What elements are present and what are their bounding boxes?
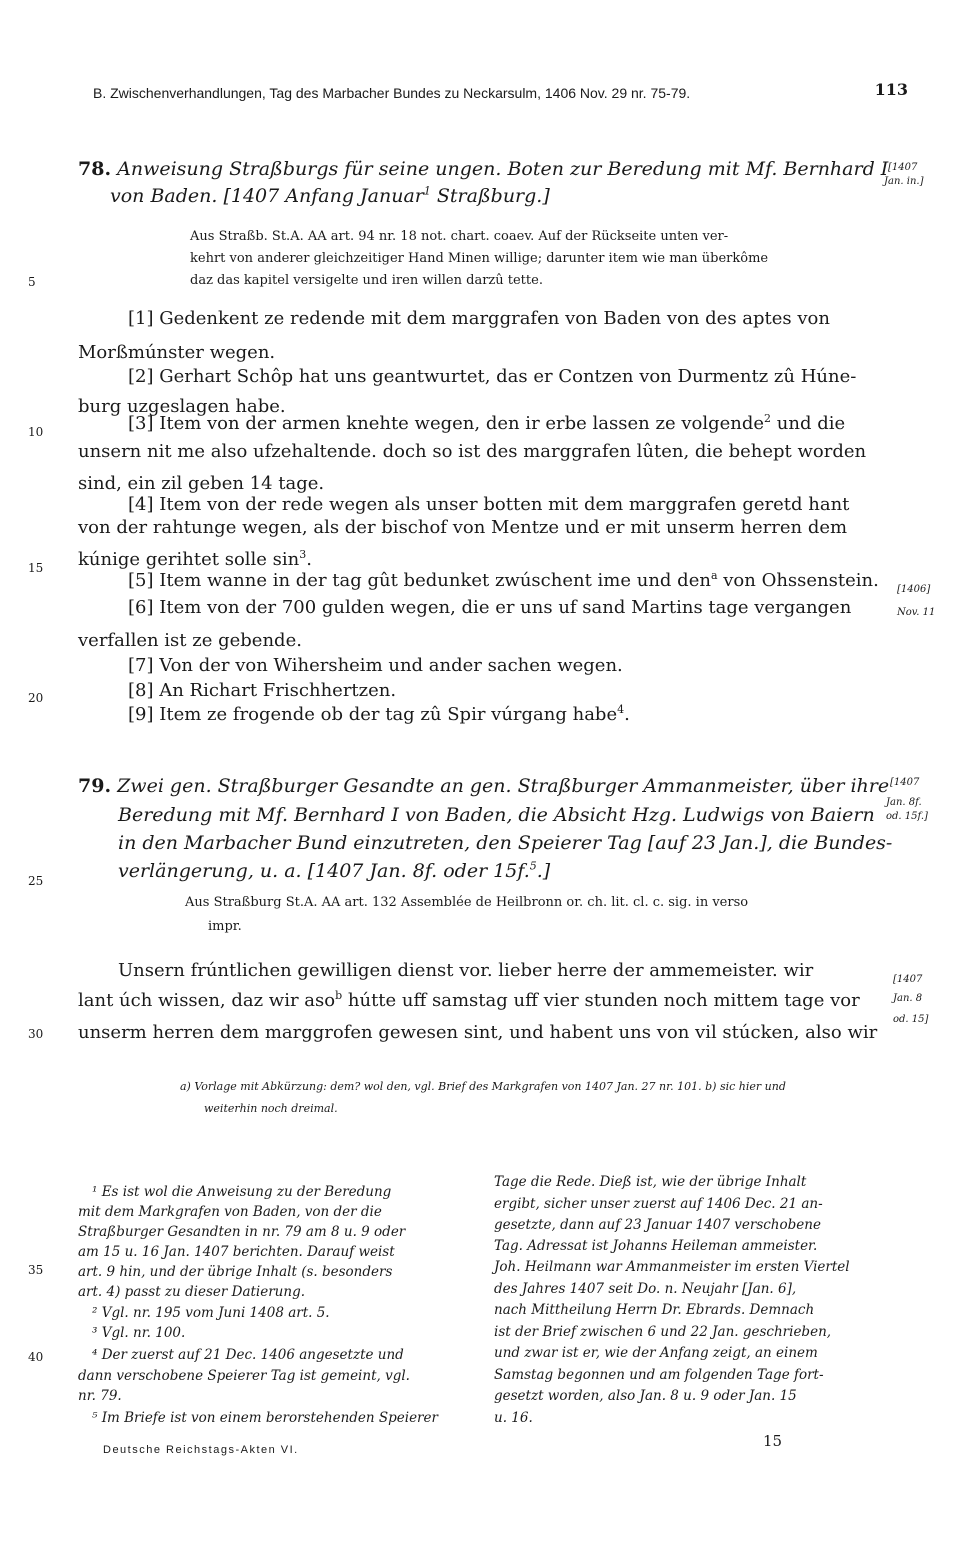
margin-date: Jan. in.] bbox=[884, 176, 924, 187]
doc79-heading-line-3: in den Marbacher Bund einzutreten, den Speierer Tag [auf 23 Jan.], die Bundes- bbox=[118, 832, 893, 854]
text-line: verfallen ist ze gebende. bbox=[78, 630, 302, 651]
footnote-line: Tag. Adressat ist Johanns Heileman ammeister. bbox=[494, 1238, 818, 1254]
text-line: [2] Gerhart Schôp hat uns geantwurtet, das er Contzen von Durmentz zû Húne- bbox=[128, 366, 857, 387]
text-line: kúnige gerihtet solle $\sin^3$. bbox=[78, 548, 312, 570]
running-title: B. Zwischenverhandlungen, Tag des Marbacher Bundes zu Neckarsulm, 1406 Nov. 29 nr. 75-79. bbox=[93, 85, 691, 101]
line-number: 20 bbox=[28, 691, 44, 705]
textnote-line: a) Vorlage mit Abkürzung: dem? wol den, vgl. Brief des Markgrafen von 1407 Jan. 27 nr. 101. b) sic hier und bbox=[180, 1080, 786, 1093]
line-number: 30 bbox=[28, 1027, 44, 1041]
doc79-source-line: impr. bbox=[208, 919, 242, 934]
footnote-line: nach Mittheilung Herrn Dr. Ebrards. Demnach bbox=[494, 1302, 815, 1318]
text-line: unsern nit me also ufzehaltende. doch so ist des marggrafen lûten, die behept worden bbox=[78, 441, 867, 462]
text-line: Unsern frúntlichen gewilligen dienst vor. lieber herre der ammemeister. wir bbox=[118, 960, 814, 981]
margin-date: od. 15] bbox=[893, 1014, 929, 1025]
footnote-line: gesetzte, dann auf 23 Januar 1407 verschobene bbox=[494, 1217, 821, 1233]
footnote-line: Samstag begonnen und am folgenden Tage fort- bbox=[494, 1367, 824, 1383]
doc79-source-line: Aus Straßburg St.A. AA art. 132 Assemblée de Heilbronn or. ch. lit. cl. c. sig. in verso bbox=[185, 895, 749, 910]
text-line: [8] An Richart Frischhertzen. bbox=[128, 680, 397, 701]
doc78-title: Anweisung Straßburgs für seine ungen. Boten zur Beredung mit Mf. Bernhard I bbox=[117, 158, 889, 180]
footnote-line: ³ Vgl. nr. 100. bbox=[92, 1325, 186, 1341]
text-line: [7] Von der von Wihersheim und ander sachen wegen. bbox=[128, 655, 623, 676]
doc79-heading-line-4: verlängerung, u. a. [1407 Jan. 8f. oder 15f.$^5$.] bbox=[118, 859, 551, 882]
footnote-line: Straßburger Gesandten in nr. 79 am 8 u. 9 oder bbox=[78, 1224, 406, 1240]
page-number: 113 bbox=[874, 80, 908, 99]
text-line: lant úch wissen, daz wir aso$^b$ hútte uff samstag uff vier stunden noch mittem tage vor bbox=[78, 989, 860, 1011]
footnote-line: u. 16. bbox=[494, 1410, 533, 1426]
footnote-line: des Jahres 1407 seit Do. n. Neujahr [Jan. 6], bbox=[494, 1281, 797, 1297]
doc78-heading-line-2: von Baden. [1407 Anfang Januar$^1$ Straßburg.] bbox=[110, 184, 550, 207]
footnote-line: dann verschobene Speierer Tag ist gemeint, vgl. bbox=[78, 1368, 410, 1384]
footnote-line: mit dem Markgrafen von Baden, von der die bbox=[78, 1204, 382, 1220]
text-line: [6] Item von der 700 gulden wegen, die er uns uf sand Martins tage vergangen bbox=[128, 597, 852, 618]
footnote-line: ¹ Es ist wol die Anweisung zu der Beredung bbox=[92, 1184, 392, 1200]
textnote-line: weiterhin noch dreimal. bbox=[204, 1102, 338, 1115]
doc79-heading-line-2: Beredung mit Mf. Bernhard I von Baden, die Absicht Hzg. Ludwigs von Baiern bbox=[118, 804, 875, 826]
line-number: 40 bbox=[28, 1350, 44, 1364]
footnote-line: gesetzt worden, also Jan. 8 u. 9 oder Jan. 15 bbox=[494, 1388, 797, 1404]
margin-date: Jan. 8f. bbox=[886, 797, 922, 808]
footnote-line: am 15 u. 16 Jan. 1407 berichten. Darauf weist bbox=[78, 1244, 395, 1260]
text-line: Morßmúnster wegen. bbox=[78, 342, 276, 363]
margin-date: [1407 bbox=[888, 162, 918, 173]
footnote-line: Joh. Heilmann war Ammanmeister im ersten Viertel bbox=[494, 1259, 850, 1275]
text-line: [1] Gedenkent ze redende mit dem marggrafen von Baden von des aptes von bbox=[128, 308, 830, 329]
footnote-line: Tage die Rede. Dieß ist, wie der übrige Inhalt bbox=[494, 1174, 807, 1190]
footnote-line: ⁴ Der zuerst auf 21 Dec. 1406 angesetzte und bbox=[92, 1347, 404, 1363]
doc79-heading-line-1 bbox=[78, 775, 889, 797]
text-line: burg uzgeslagen habe. bbox=[78, 396, 286, 417]
text-line: [3] Item von der armen knehte wegen, den ir erbe lassen ze volgende$^2$ und die bbox=[128, 412, 846, 434]
sheet-number: 15 bbox=[763, 1432, 783, 1450]
footnote-line: art. 4) passt zu dieser Datierung. bbox=[78, 1284, 306, 1300]
footnote-line: ⁵ Im Briefe ist von einem berorstehenden Speierer bbox=[92, 1410, 438, 1426]
text-line: [4] Item von der rede wegen als unser botten mit dem marggrafen geretd hant bbox=[128, 494, 850, 515]
doc78-number: 78. bbox=[78, 158, 112, 180]
line-number: 5 bbox=[28, 275, 36, 289]
margin-date: Jan. 8 bbox=[893, 993, 923, 1004]
text-line: [9] Item ze frogende ob der tag zû Spir vúrgang habe$^4$. bbox=[128, 703, 630, 725]
signature-mark: Deutsche Reichstags-Akten VI. bbox=[103, 1444, 299, 1456]
line-number: 25 bbox=[28, 874, 44, 888]
footnote-line: nr. 79. bbox=[78, 1388, 122, 1404]
margin-date: [1407 bbox=[890, 777, 920, 788]
line-number: 35 bbox=[28, 1263, 44, 1277]
footnote-line: und zwar ist er, wie der Anfang zeigt, an einem bbox=[494, 1345, 818, 1361]
margin-date: [1406] bbox=[897, 584, 931, 595]
footnote-line: ist der Brief zwischen 6 und 22 Jan. geschrieben, bbox=[494, 1324, 832, 1340]
doc78-source-line: kehrt von anderer gleichzeitiger Hand Minen willige; darunter item wie man überkôme bbox=[190, 251, 769, 266]
doc78-source-line: daz das kapitel versigelte und iren willen darzû tette. bbox=[190, 273, 543, 288]
line-number: 15 bbox=[28, 561, 44, 575]
text-line: [5] Item wanne in der tag gût bedunket zwúschent ime und den$^a$ von Ohssenstein. bbox=[128, 569, 879, 591]
margin-date: [1407 bbox=[893, 974, 923, 985]
text-line: sind, ein zil geben 14 tage. bbox=[78, 473, 325, 494]
footnote-line: art. 9 hin, und der übrige Inhalt (s. besonders bbox=[78, 1264, 393, 1280]
margin-date: Nov. 11 bbox=[897, 607, 936, 618]
footnote-line: ergibt, sicher unser zuerst auf 1406 Dec. 21 an- bbox=[494, 1196, 823, 1212]
text-line: unserm herren dem marggrofen gewesen sint, und habent uns von vil stúcken, also wir bbox=[78, 1022, 878, 1043]
footnote-line: ² Vgl. nr. 195 vom Juni 1408 art. 5. bbox=[92, 1305, 330, 1321]
doc79-title: Zwei gen. Straßburger Gesandte an gen. Straßburger Ammanmeister, über ihre bbox=[117, 775, 890, 797]
doc79-number: 79. bbox=[78, 775, 112, 797]
margin-date: od. 15f.] bbox=[886, 811, 928, 822]
doc78-source-line: Aus Straßb. St.A. AA art. 94 nr. 18 not. chart. coaev. Auf der Rückseite unten ver- bbox=[190, 229, 729, 244]
line-number: 10 bbox=[28, 425, 44, 439]
doc78-heading-line-1 bbox=[78, 158, 888, 180]
text-line: von der rahtunge wegen, als der bischof von Mentze und er mit unserm herren dem bbox=[78, 517, 848, 538]
